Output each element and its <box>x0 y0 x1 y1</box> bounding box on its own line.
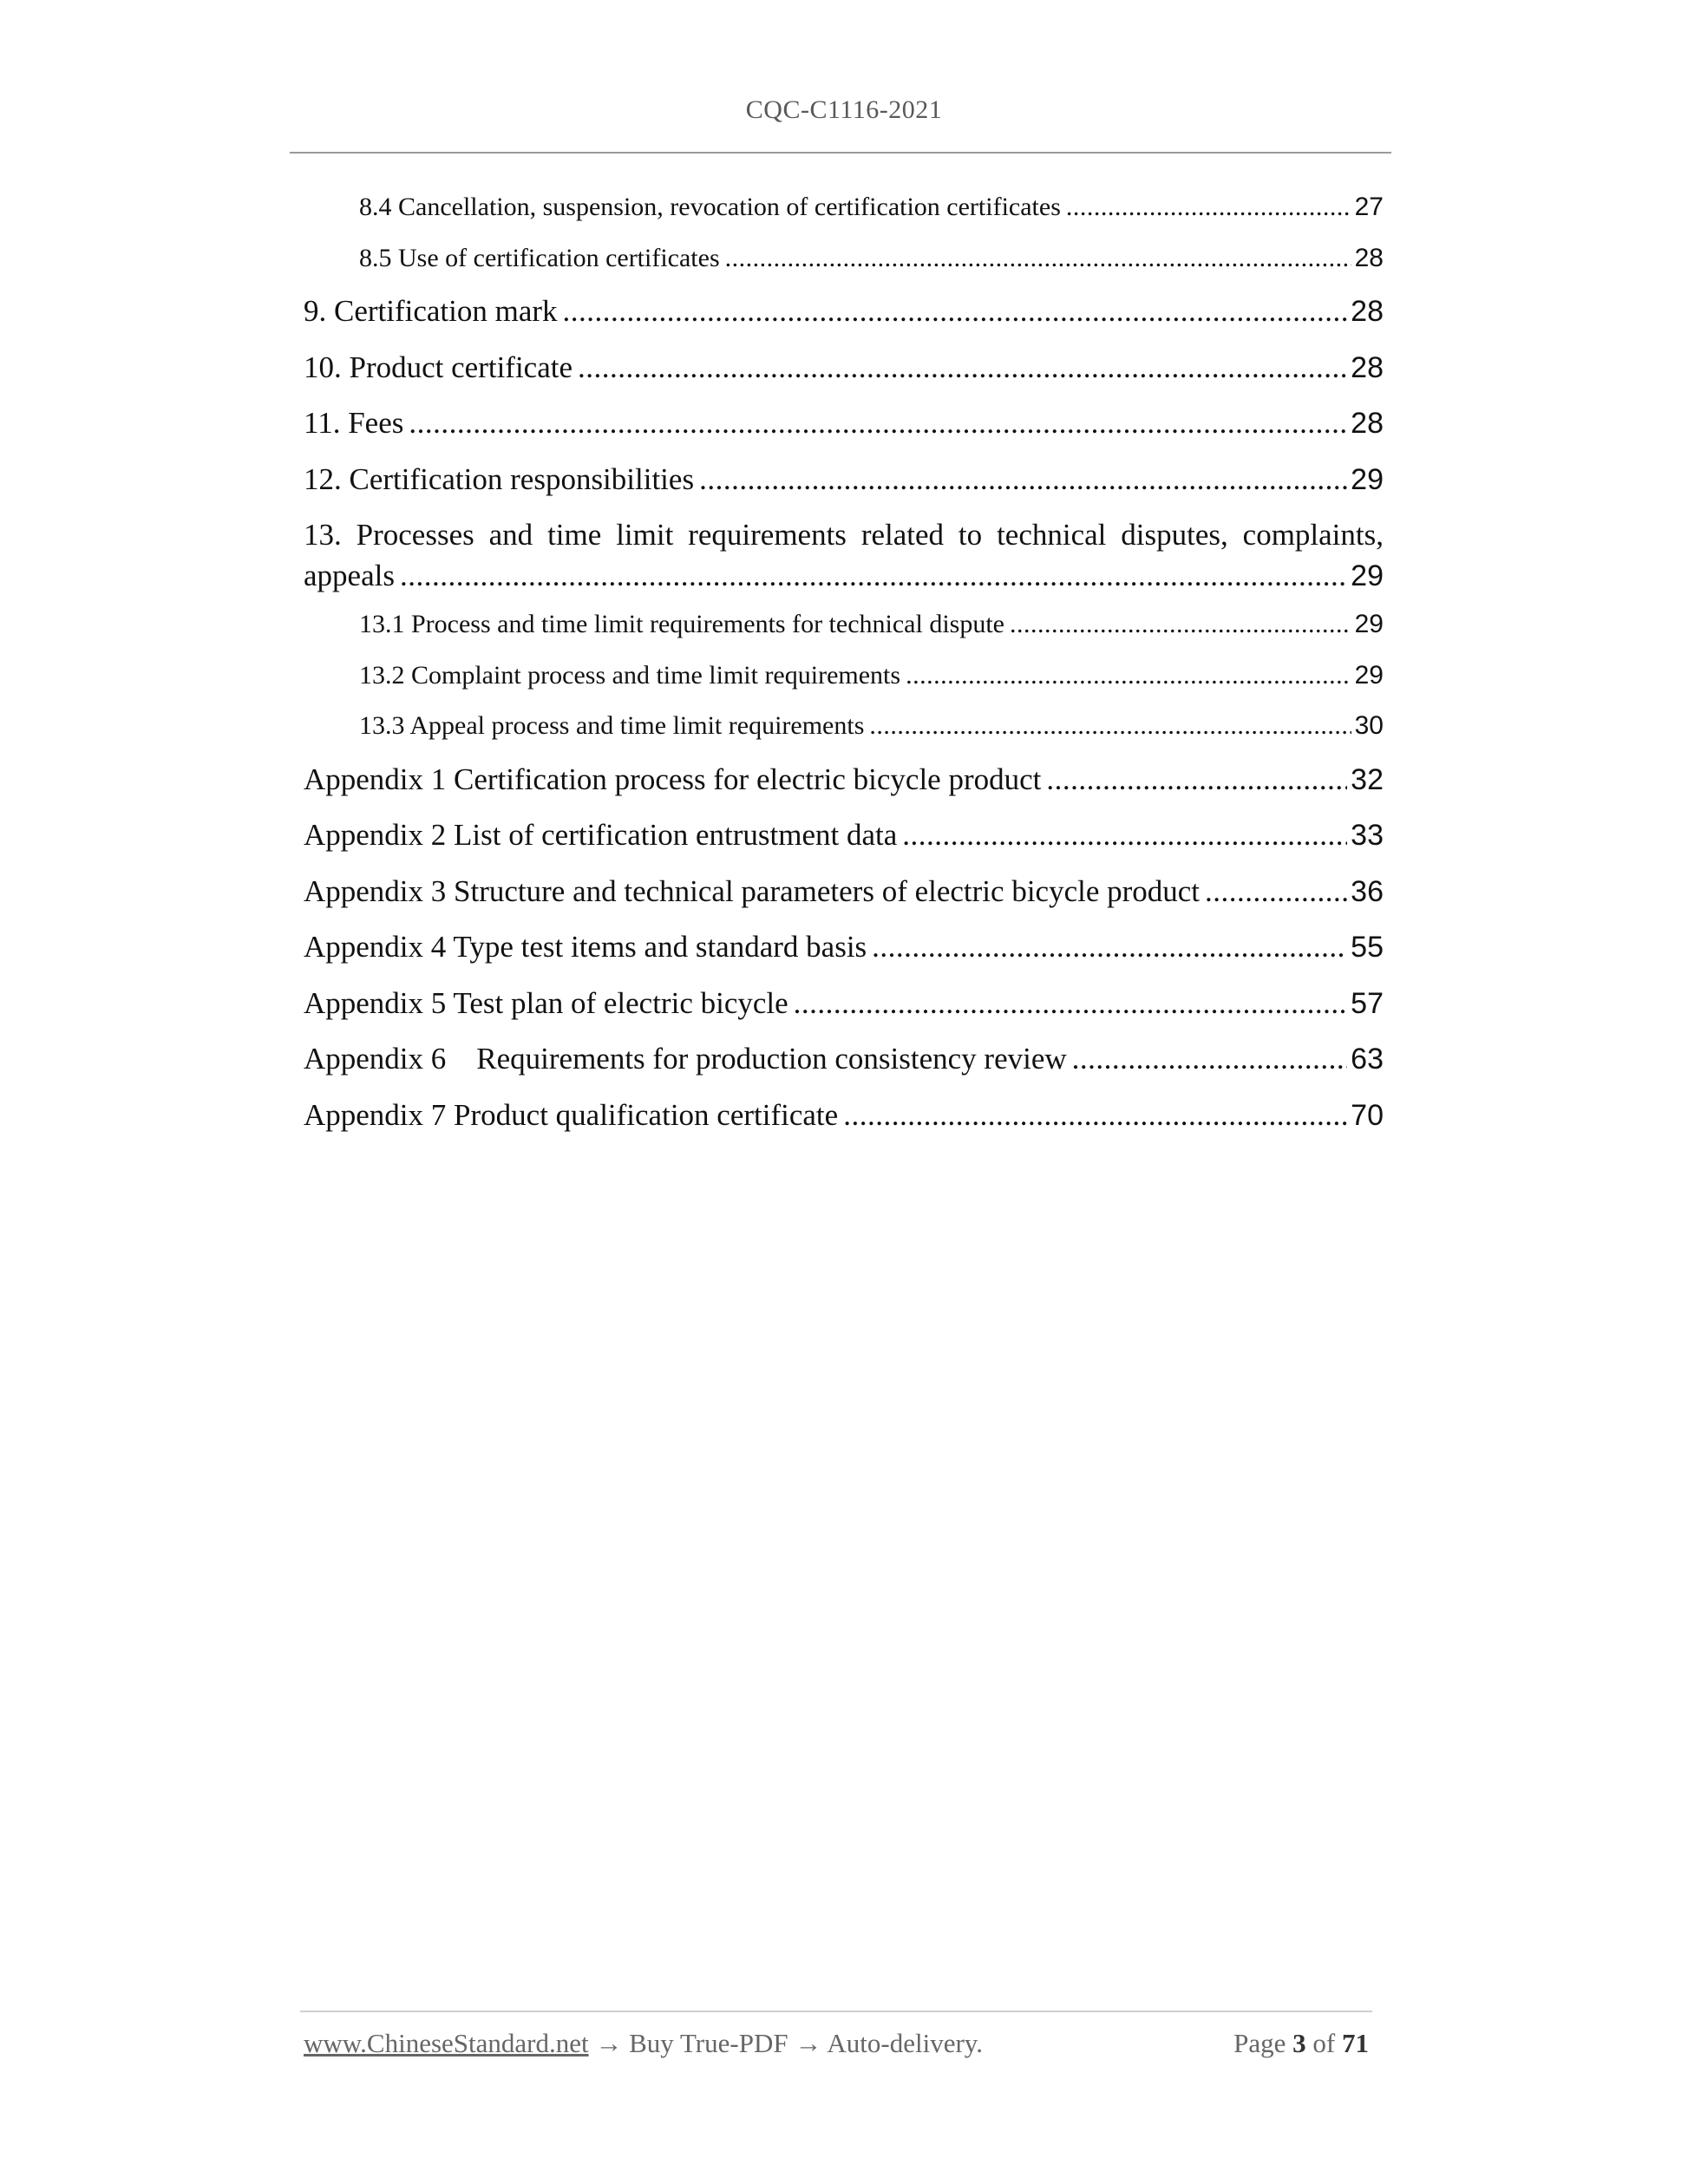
toc-entry-title-line1: 13. Processes and time limit requirements related to technical disputes, complaints, <box>304 518 1384 552</box>
toc-entry-title: 10. Product certificate <box>304 350 573 384</box>
toc-entry-page: 29 <box>1354 610 1384 638</box>
toc-entry-page: 27 <box>1354 193 1384 221</box>
page-of-label: of <box>1312 2028 1336 2058</box>
footer-promo <box>304 2028 983 2059</box>
toc-entry-title: 12. Certification responsibilities <box>304 461 695 496</box>
toc-entry-appendix-3[interactable] <box>304 864 1384 920</box>
toc-entry-12[interactable] <box>304 452 1384 508</box>
toc-entry-appendix-4[interactable] <box>304 919 1384 976</box>
toc-dot-leader <box>1046 752 1347 808</box>
toc-entry-title: 13.1 Process and time limit requirements for technical dispute <box>359 610 1004 638</box>
toc-entry-appendix-7[interactable] <box>304 1088 1384 1144</box>
toc-entry-page: 29 <box>1354 660 1384 690</box>
toc-entry-title: 8.4 Cancellation, suspension, revocation of certification certificates <box>359 193 1061 221</box>
page-label: Page <box>1233 2028 1286 2058</box>
toc-entry-appendix-5[interactable] <box>304 976 1384 1032</box>
page-current: 3 <box>1292 2028 1306 2058</box>
toc-entry-13[interactable] <box>304 514 1384 596</box>
toc-entry-title: Appendix 3 Structure and technical parameters of electric bicycle product <box>304 873 1201 908</box>
toc-entry-page: 28 <box>1351 407 1384 440</box>
toc-entry-page: 28 <box>1354 243 1384 272</box>
toc-entry-13-3[interactable] <box>304 701 1384 752</box>
toc-entry-title: Appendix 4 Type test items and standard basis <box>304 930 867 964</box>
toc-entry-8-4[interactable] <box>304 182 1384 233</box>
page-footer <box>304 2028 1369 2059</box>
toc-dot-leader <box>794 976 1348 1032</box>
toc-entry-title: Appendix 7 Product qualification certificate <box>304 1097 839 1132</box>
toc-entry-title: Appendix 6 Requirements for production consistency review <box>304 1042 1067 1076</box>
toc-dot-leader <box>699 452 1347 508</box>
toc-entry-page: 29 <box>1351 462 1384 496</box>
toc-entry-title-line2: appeals <box>304 559 395 592</box>
header-divider <box>290 152 1391 154</box>
toc-dot-leader <box>578 340 1347 396</box>
page-total: 71 <box>1342 2028 1369 2058</box>
toc-entry-appendix-1[interactable] <box>304 752 1384 808</box>
toc-entry-title: Appendix 5 Test plan of electric bicycle <box>304 985 788 1020</box>
toc-entry-title: Appendix 1 Certification process for electric bicycle product <box>304 762 1042 796</box>
toc-entry-page: 70 <box>1351 1098 1384 1132</box>
toc-entry-title: 8.5 Use of certification certificates <box>359 243 720 272</box>
toc-dot-leader <box>843 1088 1347 1144</box>
toc-entry-9[interactable] <box>304 284 1384 340</box>
toc-entry-13-2[interactable] <box>304 651 1384 702</box>
footer-divider <box>300 2011 1372 2012</box>
toc-entry-appendix-2[interactable] <box>304 808 1384 864</box>
toc-dot-leader <box>1072 1031 1348 1088</box>
toc-entry-8-5[interactable] <box>304 233 1384 284</box>
toc-dot-leader <box>563 284 1348 340</box>
toc-entry-page: 57 <box>1351 986 1384 1020</box>
toc-dot-leader <box>725 233 1351 284</box>
toc-entry-page: 32 <box>1351 762 1384 796</box>
toc-dot-leader <box>869 701 1351 752</box>
toc-entry-title: Appendix 2 List of certification entrustment data <box>304 818 898 852</box>
toc-entry-page: 30 <box>1354 711 1384 740</box>
toc-dot-leader <box>409 396 1347 452</box>
toc-entry-page: 36 <box>1351 874 1384 908</box>
toc-entry-title: 11. Fees <box>304 406 404 440</box>
delivery-text: Auto-delivery. <box>827 2028 984 2058</box>
table-of-contents <box>304 182 1384 1143</box>
toc-entry-13-1[interactable] <box>304 599 1384 651</box>
toc-dot-leader <box>400 556 1347 596</box>
toc-entry-page: 63 <box>1351 1043 1384 1076</box>
toc-entry-page: 28 <box>1351 350 1384 384</box>
arrow-right-icon: → <box>795 2028 822 2058</box>
page-number <box>1233 2028 1369 2059</box>
toc-entry-10[interactable] <box>304 340 1384 396</box>
toc-entry-title-line2-row <box>304 556 1384 596</box>
toc-entry-title: 13.2 Complaint process and time limit requirements <box>359 660 901 690</box>
toc-dot-leader <box>872 919 1347 976</box>
toc-entry-page: 33 <box>1351 819 1384 852</box>
toc-entry-11[interactable] <box>304 396 1384 452</box>
arrow-right-icon: → <box>595 2028 623 2058</box>
document-code-header: CQC-C1116-2021 <box>745 95 943 124</box>
toc-dot-leader <box>906 651 1351 702</box>
toc-entry-page: 29 <box>1351 559 1384 592</box>
site-link[interactable]: www.ChineseStandard.net <box>304 2028 589 2058</box>
toc-dot-leader <box>1066 182 1351 233</box>
toc-entry-title: 9. Certification mark <box>304 294 558 328</box>
toc-dot-leader <box>1205 864 1347 920</box>
toc-entry-page: 55 <box>1351 931 1384 964</box>
buy-text: Buy True-PDF <box>629 2028 788 2058</box>
toc-entry-appendix-6[interactable] <box>304 1031 1384 1088</box>
toc-entry-title: 13.3 Appeal process and time limit requirements <box>359 711 865 740</box>
toc-dot-leader <box>902 808 1347 864</box>
toc-dot-leader <box>1010 599 1351 651</box>
toc-entry-page: 28 <box>1351 295 1384 328</box>
